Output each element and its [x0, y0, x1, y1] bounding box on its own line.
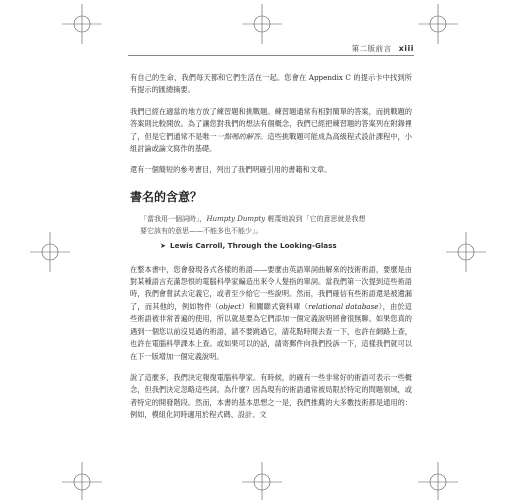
- crop-mark-bottom-left: [62, 462, 102, 500]
- crop-mark-left-middle: [30, 232, 70, 272]
- page-body: [130, 72, 412, 431]
- paragraph-bibliography: 還有一個簡短的參考書目，列出了我們明確引用的書籍和文章。: [130, 165, 332, 175]
- crop-mark-right-middle: [446, 232, 486, 272]
- crop-mark-top-right: [418, 4, 458, 44]
- crop-mark-bottom-center: [242, 462, 282, 500]
- paragraph-revenge: 說了這麼多，我們決定報復電腦科學家。有時候，的確有一些非常好的術語可表示一些概念，但我們決定忽略這些詞。為什麼？因為現有的術語通常被局限於特定的問題領域，或者特定的開發階段。然而，本書的基本思想之一是，我們推薦的大多數技術都是通用的：例如，模組化同時適用於程式碼、設計、文: [130, 372, 412, 420]
- quote-line1-b: 輕蔑地說到「它的意思就是我想: [265, 215, 366, 224]
- quote-speaker: Humpty Dumpty: [206, 215, 266, 224]
- arrow-right-icon: ➤: [160, 241, 167, 251]
- paragraph-exercises-italic: 一點嗎的解答: [216, 131, 261, 141]
- crop-mark-bottom-right: [418, 462, 458, 500]
- quote-line1-a: 「當我用一個詞時」，: [140, 215, 207, 224]
- paragraph-exercises: [130, 106, 412, 156]
- crop-mark-top-center: [242, 4, 282, 44]
- epigraph-attribution: [160, 240, 412, 252]
- term-relational-database: relational database: [308, 301, 379, 311]
- paragraph-terminology: [130, 264, 412, 363]
- quote-line2: 要它該有的意思——不能多也不能少」。: [140, 227, 263, 236]
- paragraph-exercises-text-a: 我們已經在適當的地方放了練習題和挑戰題。練習題通常有相對簡單的答案，而挑戰題的答案則比較開放。為了讓您對我們的想法有個概念，我們已經把練習題的答案列在附錄裡了，但是它們通常不是唯一: [130, 106, 412, 141]
- terminology-text-a: 在整本書中，您會發現各式各樣的術語——要麼由英語單詞曲解來的技術術語，要麼是由對某種語言充滿怨恨的電腦科學家編造出來令人髮指的單詞。當我們第一次提到這些術語時，我們會嘗試去定義它，或者至少給它一些說明。然而，我們確信有些術語還是被遺漏了，而其他的，例如物件（: [130, 264, 412, 311]
- attribution-text: Lewis Carroll, Through the Looking-Glass: [170, 241, 337, 251]
- paragraph-appendix: 有自己的生命，我們每天都和它們生活在一起。您會在 Appendix C 的提示卡中找到所有提示的匯總摘要。: [130, 73, 412, 95]
- paragraph-exercises-text-b: 。這些挑戰題可能成為高級程式設計課程中，小組討論或論文寫作的基礎。: [130, 131, 412, 154]
- crop-mark-top-left: [62, 4, 102, 44]
- terminology-text-c: ），由於這些術語被非常普遍的使用，所以就是要為它們添加一個定義說明將會很無聊。如果您真的遇到一個您以前沒見過的術語，請不要跳過它，請花點時間去查一下，也許在網路上查，也許在電腦科學課本上查。或如果可以的話，請寄郵件向我們投訴一下，這樣我們就可以在下一版增加一個定義說明。: [130, 301, 412, 361]
- term-object: object: [218, 301, 242, 311]
- epigraph-quote: [140, 213, 412, 237]
- header-rule: [128, 55, 414, 56]
- page-number: xiii: [398, 44, 414, 53]
- terminology-text-b: ）和關聯式資料庫（: [241, 301, 309, 311]
- section-heading: 書名的含意？: [130, 189, 203, 204]
- running-header: [352, 43, 414, 54]
- running-header-section: 第二版前言: [351, 44, 392, 53]
